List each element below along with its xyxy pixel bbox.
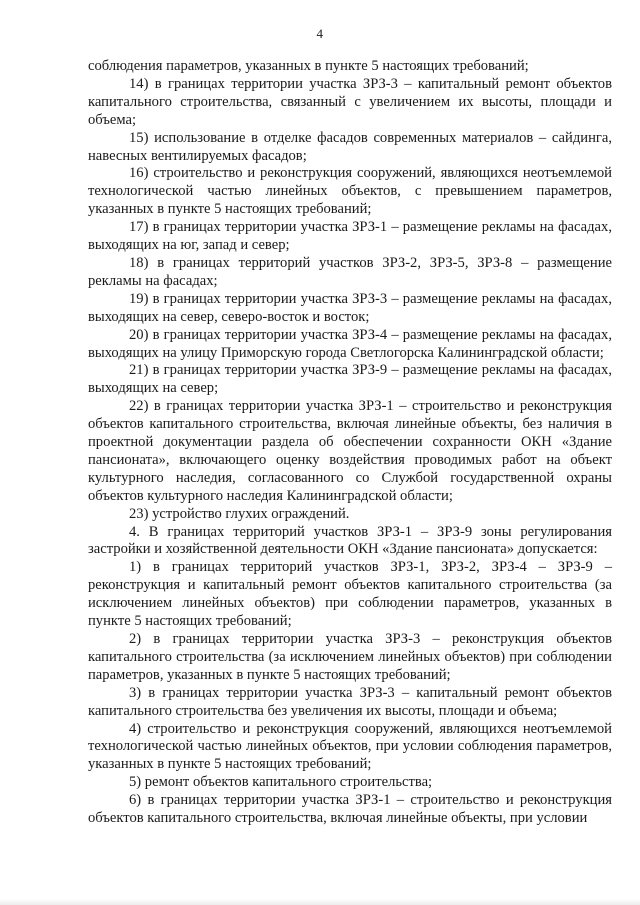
page-number: 4	[316, 26, 324, 41]
paragraph-item-20: 20) в границах территории участка ЗРЗ-4 – размещение рекламы на фасадах, выходящих на улицу Приморскую города Светлогорска Калининградской области;	[88, 326, 612, 361]
page-bottom-edge	[0, 899, 640, 905]
paragraph-item-23: 23) устройство глухих ограждений.	[129, 505, 350, 522]
paragraph-item-14: 14) в границах территории участка ЗРЗ-3 – капитальный ремонт объектов капитального строительства, связанный с увеличением их высоты, площади и объема;	[88, 75, 612, 128]
paragraph-allowed-5: 5) ремонт объектов капитального строительства;	[129, 774, 433, 791]
paragraph-item-19: 19) в границах территории участка ЗРЗ-3 – размещение рекламы на фасадах, выходящих на север, северо-восток и восток;	[88, 290, 612, 325]
document-body	[88, 58, 612, 828]
paragraph-allowed-3: 3) в границах территории участка ЗРЗ-3 – капитальный ремонт объектов капитального строительства без увеличения их высоты, площади и объема;	[88, 684, 612, 719]
paragraph-allowed-6: 6) в границах территории участка ЗРЗ-1 – строительство и реконструкция объектов капитального строительства, включая линейные объекты, при условии	[88, 792, 612, 827]
paragraph-item-22: 22) в границах территории участка ЗРЗ-1 – строительство и реконструкция объектов капитального строительства, включая линейные объекты, без наличия в проектной документации раздела об обеспечении сохранности ОКН «Здание пансионата», включающего оценку воздействия проводимых работ на объект культурного наследия, согласованного со Службой государственной охраны объектов культурного наследия Калининградской области;	[88, 398, 612, 504]
paragraph-item-16: 16) строительство и реконструкция сооружений, являющихся неотъемлемой технологической частью линейных объектов, с превышением параметров, указанных в пункте 5 настоящих требований;	[88, 165, 612, 218]
paragraph-allowed-1: 1) в границах территорий участков ЗРЗ-1, ЗРЗ-2, ЗРЗ-4 – ЗРЗ-9 – реконструкция и капитальный ремонт объектов капитального строительства (за исключением линейных объектов) при соблюдении параметров, указанных в пункте 5 настоящих требований;	[88, 559, 612, 630]
paragraph-allowed-2: 2) в границах территории участка ЗРЗ-3 – реконструкция объектов капитального строительства (за исключением линейных объектов) при соблюдении параметров, указанных в пункте 5 настоящих требований;	[88, 631, 612, 683]
paragraph-item-17: 17) в границах территории участка ЗРЗ-1 – размещение рекламы на фасадах, выходящих на юг, запад и север;	[88, 219, 612, 254]
paragraph-item-21: 21) в границах территории участка ЗРЗ-9 – размещение рекламы на фасадах, выходящих на север;	[88, 362, 612, 397]
paragraph-allowed-4: 4) строительство и реконструкция сооружений, являющихся неотъемлемой технологической частью линейных объектов, при условии соблюдения параметров, указанных в пункте 5 настоящих требований;	[88, 720, 612, 773]
paragraph-section-4: 4. В границах территорий участков ЗРЗ-1 – ЗРЗ-9 зоны регулирования застройки и хозяйственной деятельности ОКН «Здание пансионата» допускается:	[88, 523, 612, 558]
paragraph-item-15: 15) использование в отделке фасадов современных материалов – сайдинга, навесных вентилируемых фасадов;	[88, 129, 612, 164]
paragraph-continuation: соблюдения параметров, указанных в пункте 5 настоящих требований;	[88, 58, 529, 74]
paragraph-item-18: 18) в границах территорий участков ЗРЗ-2, ЗРЗ-5, ЗРЗ-8 – размещение рекламы на фасадах;	[88, 254, 612, 289]
